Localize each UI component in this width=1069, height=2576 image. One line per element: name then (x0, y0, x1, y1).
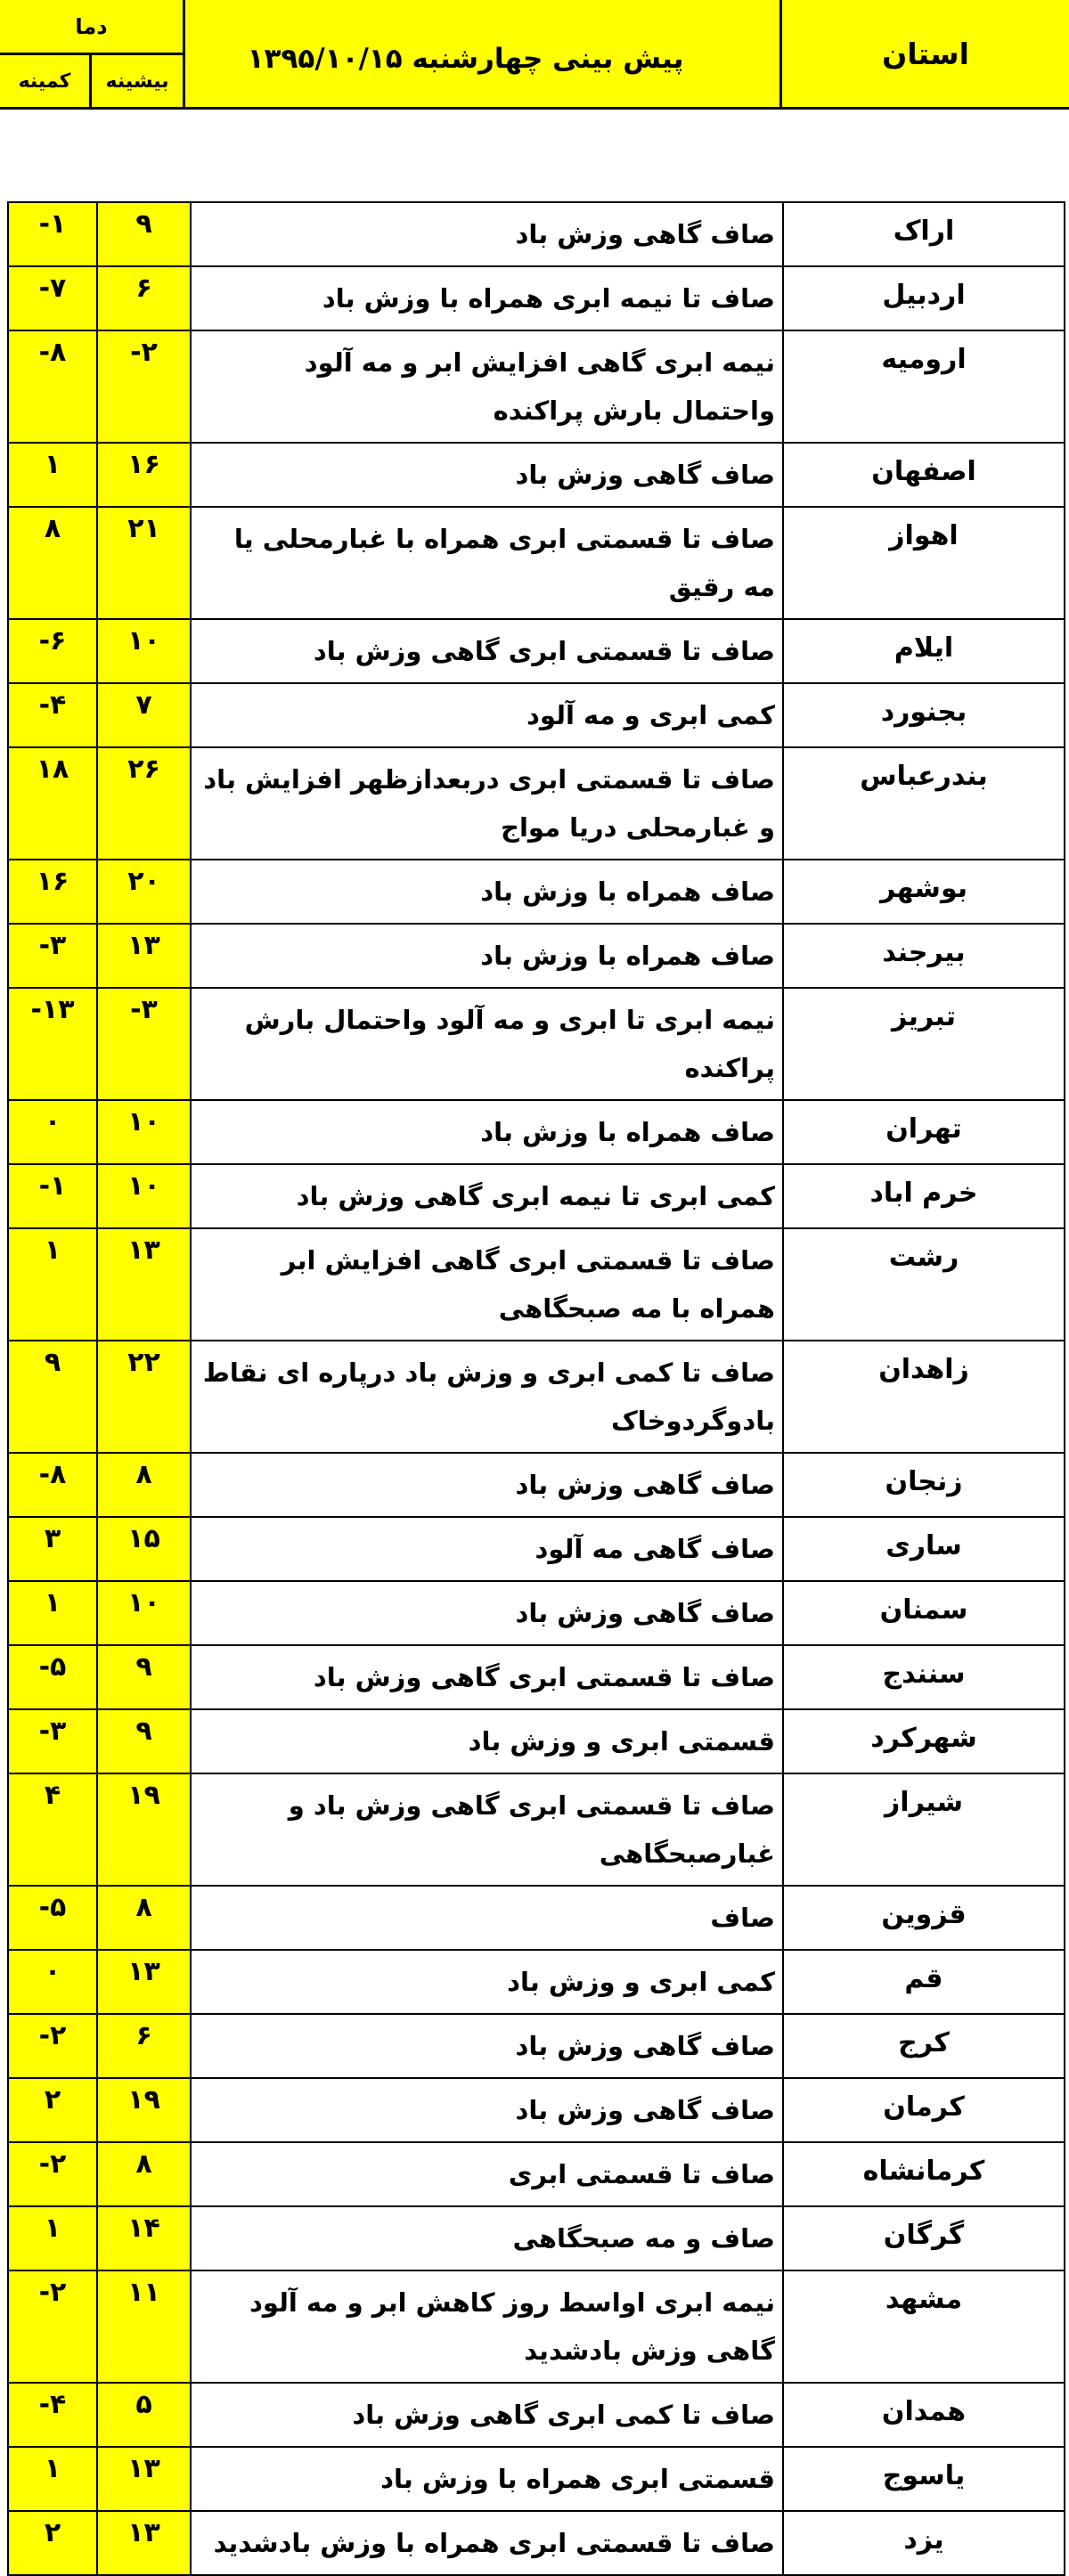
min-temp-cell: -۴ (8, 683, 97, 747)
max-temp-cell: ۶ (97, 2014, 191, 2078)
condition-cell: صاف تا قسمتی ابری گاهی وزش باد (191, 619, 783, 683)
min-temp-cell: -۳ (8, 924, 97, 988)
min-temp-cell: ۴ (8, 1773, 97, 1886)
province-cell: بیرجند (783, 924, 1065, 988)
table-row (8, 2383, 1065, 2447)
forecast-header (0, 0, 1069, 110)
province-cell: کرج (783, 2014, 1065, 2078)
province-cell: قزوین (783, 1886, 1065, 1950)
condition-cell: نیمه ابری تا ابری و مه آلود واحتمال بارش پراکنده (191, 988, 783, 1100)
min-temp-cell: ۸ (8, 507, 97, 619)
min-temp-cell: -۵ (8, 1886, 97, 1950)
condition-cell: صاف گاهی وزش باد (191, 2078, 783, 2142)
province-cell: ساری (783, 1517, 1065, 1581)
condition-cell: صاف همراه با وزش باد (191, 924, 783, 988)
province-cell: سمنان (783, 1581, 1065, 1645)
max-temp-cell: ۲۶ (97, 747, 191, 860)
forecast-table (7, 201, 1065, 2576)
max-temp-cell: ۱۰ (97, 1100, 191, 1164)
max-temp-cell: ۲۰ (97, 860, 191, 924)
min-temp-cell: -۶ (8, 619, 97, 683)
table-row (8, 1164, 1065, 1228)
condition-cell: صاف و مه صبحگاهی (191, 2206, 783, 2270)
table-row (8, 2447, 1065, 2511)
min-temp-cell: -۱۳ (8, 988, 97, 1100)
min-temp-cell: ۱ (8, 1581, 97, 1645)
min-temp-cell: -۸ (8, 330, 97, 443)
condition-cell: صاف تا نیمه ابری همراه با وزش باد (191, 266, 783, 330)
max-temp-cell: -۳ (97, 988, 191, 1100)
condition-cell: صاف (191, 1886, 783, 1950)
table-row (8, 1709, 1065, 1773)
max-temp-header: بیشینه (89, 55, 183, 107)
province-cell: همدان (783, 2383, 1065, 2447)
max-temp-cell: ۱۳ (97, 1950, 191, 2014)
min-temp-cell: -۲ (8, 2270, 97, 2383)
table-row (8, 2206, 1065, 2270)
min-temp-header: کمینه (18, 69, 71, 93)
max-temp-cell: ۸ (97, 1453, 191, 1517)
max-temp-cell: ۱۳ (97, 924, 191, 988)
forecast-title: پیش بینی چهارشنبه ۱۳۹۵/۱۰/۱۵ (183, 0, 779, 107)
max-temp-cell: ۲۲ (97, 1341, 191, 1453)
table-row (8, 1228, 1065, 1341)
max-temp-cell: -۲ (97, 330, 191, 443)
min-temp-cell: -۸ (8, 1453, 97, 1517)
province-column-header: استان (779, 0, 1069, 107)
province-cell: بجنورد (783, 683, 1065, 747)
province-cell: تهران (783, 1100, 1065, 1164)
table-row (8, 1517, 1065, 1581)
province-cell: خرم اباد (783, 1164, 1065, 1228)
condition-cell: صاف تا قسمتی ابری دربعدازظهر افزایش باد و غبارمحلی دریا مواج (191, 747, 783, 860)
province-cell: شهرکرد (783, 1709, 1065, 1773)
condition-cell: کمی ابری و مه آلود (191, 683, 783, 747)
province-cell: شیراز (783, 1773, 1065, 1886)
max-temp-cell: ۱۳ (97, 2447, 191, 2511)
condition-cell: صاف گاهی وزش باد (191, 2014, 783, 2078)
condition-cell: صاف گاهی وزش باد (191, 1453, 783, 1517)
table-row (8, 619, 1065, 683)
table-row (8, 1100, 1065, 1164)
province-cell: ایلام (783, 619, 1065, 683)
province-cell: کرمان (783, 2078, 1065, 2142)
table-row (8, 860, 1065, 924)
min-temp-cell: ۲ (8, 2511, 97, 2575)
min-temp-cell: ۲ (8, 2078, 97, 2142)
table-row (8, 2078, 1065, 2142)
province-cell: قم (783, 1950, 1065, 2014)
province-cell: اردبیل (783, 266, 1065, 330)
min-temp-cell: -۳ (8, 1709, 97, 1773)
min-temp-cell: -۱ (8, 202, 97, 266)
min-temp-cell: ۱ (8, 1228, 97, 1341)
condition-cell: صاف گاهی وزش باد (191, 202, 783, 266)
table-row (8, 1453, 1065, 1517)
min-temp-cell: -۲ (8, 2142, 97, 2206)
province-cell: ارومیه (783, 330, 1065, 443)
condition-cell: قسمتی ابری همراه با وزش باد (191, 2447, 783, 2511)
table-row (8, 1773, 1065, 1886)
max-temp-cell: ۱۹ (97, 1773, 191, 1886)
min-temp-cell: -۵ (8, 1645, 97, 1709)
condition-cell: صاف گاهی وزش باد (191, 443, 783, 507)
min-temp-cell: -۷ (8, 266, 97, 330)
province-cell: زنجان (783, 1453, 1065, 1517)
province-cell: گرگان (783, 2206, 1065, 2270)
min-temp-cell: ۹ (8, 1341, 97, 1453)
condition-cell: صاف همراه با وزش باد (191, 1100, 783, 1164)
min-temp-cell: -۲ (8, 2014, 97, 2078)
max-temp-cell: ۱۴ (97, 2206, 191, 2270)
min-temp-cell: ۰ (8, 1950, 97, 2014)
table-row (8, 1581, 1065, 1645)
table-row (8, 1950, 1065, 2014)
condition-cell: صاف گاهی وزش باد (191, 1581, 783, 1645)
condition-cell: صاف تا کمی ابری گاهی وزش باد (191, 2383, 783, 2447)
condition-cell: کمی ابری و وزش باد (191, 1950, 783, 2014)
province-cell: یاسوج (783, 2447, 1065, 2511)
condition-cell: صاف تا قسمتی ابری همراه با وزش بادشدید (191, 2511, 783, 2575)
condition-cell: صاف تا کمی ابری و وزش باد درپاره ای نقاط بادوگردوخاک (191, 1341, 783, 1453)
table-row (8, 2014, 1065, 2078)
max-temp-cell: ۹ (97, 1709, 191, 1773)
max-temp-cell: ۹ (97, 1645, 191, 1709)
table-row (8, 202, 1065, 266)
condition-cell: صاف تا قسمتی ابری همراه با غبارمحلی یا مه رقیق (191, 507, 783, 619)
province-cell: مشهد (783, 2270, 1065, 2383)
province-cell: بوشهر (783, 860, 1065, 924)
condition-cell: صاف همراه با وزش باد (191, 860, 783, 924)
table-row (8, 266, 1065, 330)
condition-cell: صاف تا قسمتی ابری گاهی وزش باد (191, 1645, 783, 1709)
table-row (8, 924, 1065, 988)
max-temp-cell: ۸ (97, 2142, 191, 2206)
table-row (8, 507, 1065, 619)
min-temp-cell: ۱۶ (8, 860, 97, 924)
province-cell: اراک (783, 202, 1065, 266)
max-temp-cell: ۸ (97, 1886, 191, 1950)
max-temp-cell: ۶ (97, 266, 191, 330)
table-row (8, 1341, 1065, 1453)
min-temp-cell: -۱ (8, 1164, 97, 1228)
min-temp-cell: -۴ (8, 2383, 97, 2447)
min-temp-cell: ۳ (8, 1517, 97, 1581)
table-row (8, 683, 1065, 747)
table-row (8, 747, 1065, 860)
condition-cell: صاف گاهی مه آلود (191, 1517, 783, 1581)
province-cell: کرمانشاه (783, 2142, 1065, 2206)
max-temp-cell: ۱۰ (97, 1164, 191, 1228)
max-temp-cell: ۱۵ (97, 1517, 191, 1581)
table-row (8, 988, 1065, 1100)
condition-cell: کمی ابری تا نیمه ابری گاهی وزش باد (191, 1164, 783, 1228)
max-temp-cell: ۱۱ (97, 2270, 191, 2383)
province-cell: بندرعباس (783, 747, 1065, 860)
max-temp-cell: ۹ (97, 202, 191, 266)
max-temp-cell: ۱۶ (97, 443, 191, 507)
max-temp-cell: ۱۳ (97, 1228, 191, 1341)
min-temp-cell: ۱۸ (8, 747, 97, 860)
condition-cell: قسمتی ابری و وزش باد (191, 1709, 783, 1773)
max-temp-cell: ۱۰ (97, 1581, 191, 1645)
max-temp-cell: ۱۰ (97, 619, 191, 683)
condition-cell: صاف تا قسمتی ابری گاهی افزایش ابر همراه با مه صبحگاهی (191, 1228, 783, 1341)
table-row (8, 330, 1065, 443)
condition-cell: نیمه ابری گاهی افزایش ابر و مه آلود واحتمال بارش پراکنده (191, 330, 783, 443)
temperature-header: دما (0, 0, 183, 55)
table-row (8, 2142, 1065, 2206)
province-cell: رشت (783, 1228, 1065, 1341)
table-row (8, 2511, 1065, 2575)
condition-cell: نیمه ابری اواسط روز کاهش ابر و مه آلود گاهی وزش بادشدید (191, 2270, 783, 2383)
table-row (8, 2270, 1065, 2383)
condition-cell: صاف تا قسمتی ابری (191, 2142, 783, 2206)
province-cell: زاهدان (783, 1341, 1065, 1453)
min-temp-cell: ۱ (8, 443, 97, 507)
min-temp-cell: ۱ (8, 2206, 97, 2270)
province-cell: اصفهان (783, 443, 1065, 507)
condition-cell: صاف تا قسمتی ابری گاهی وزش باد و غبارصبحگاهی (191, 1773, 783, 1886)
max-temp-cell: ۱۹ (97, 2078, 191, 2142)
min-temp-cell: ۱ (8, 2447, 97, 2511)
max-temp-cell: ۲۱ (97, 507, 191, 619)
table-row (8, 1645, 1065, 1709)
max-temp-cell: ۷ (97, 683, 191, 747)
min-temp-cell: ۰ (8, 1100, 97, 1164)
province-cell: تبریز (783, 988, 1065, 1100)
province-cell: اهواز (783, 507, 1065, 619)
province-cell: سنندج (783, 1645, 1065, 1709)
max-temp-cell: ۱۳ (97, 2511, 191, 2575)
max-temp-cell: ۵ (97, 2383, 191, 2447)
province-cell: یزد (783, 2511, 1065, 2575)
table-row (8, 443, 1065, 507)
forecast-table-body (8, 202, 1065, 2575)
table-row (8, 1886, 1065, 1950)
